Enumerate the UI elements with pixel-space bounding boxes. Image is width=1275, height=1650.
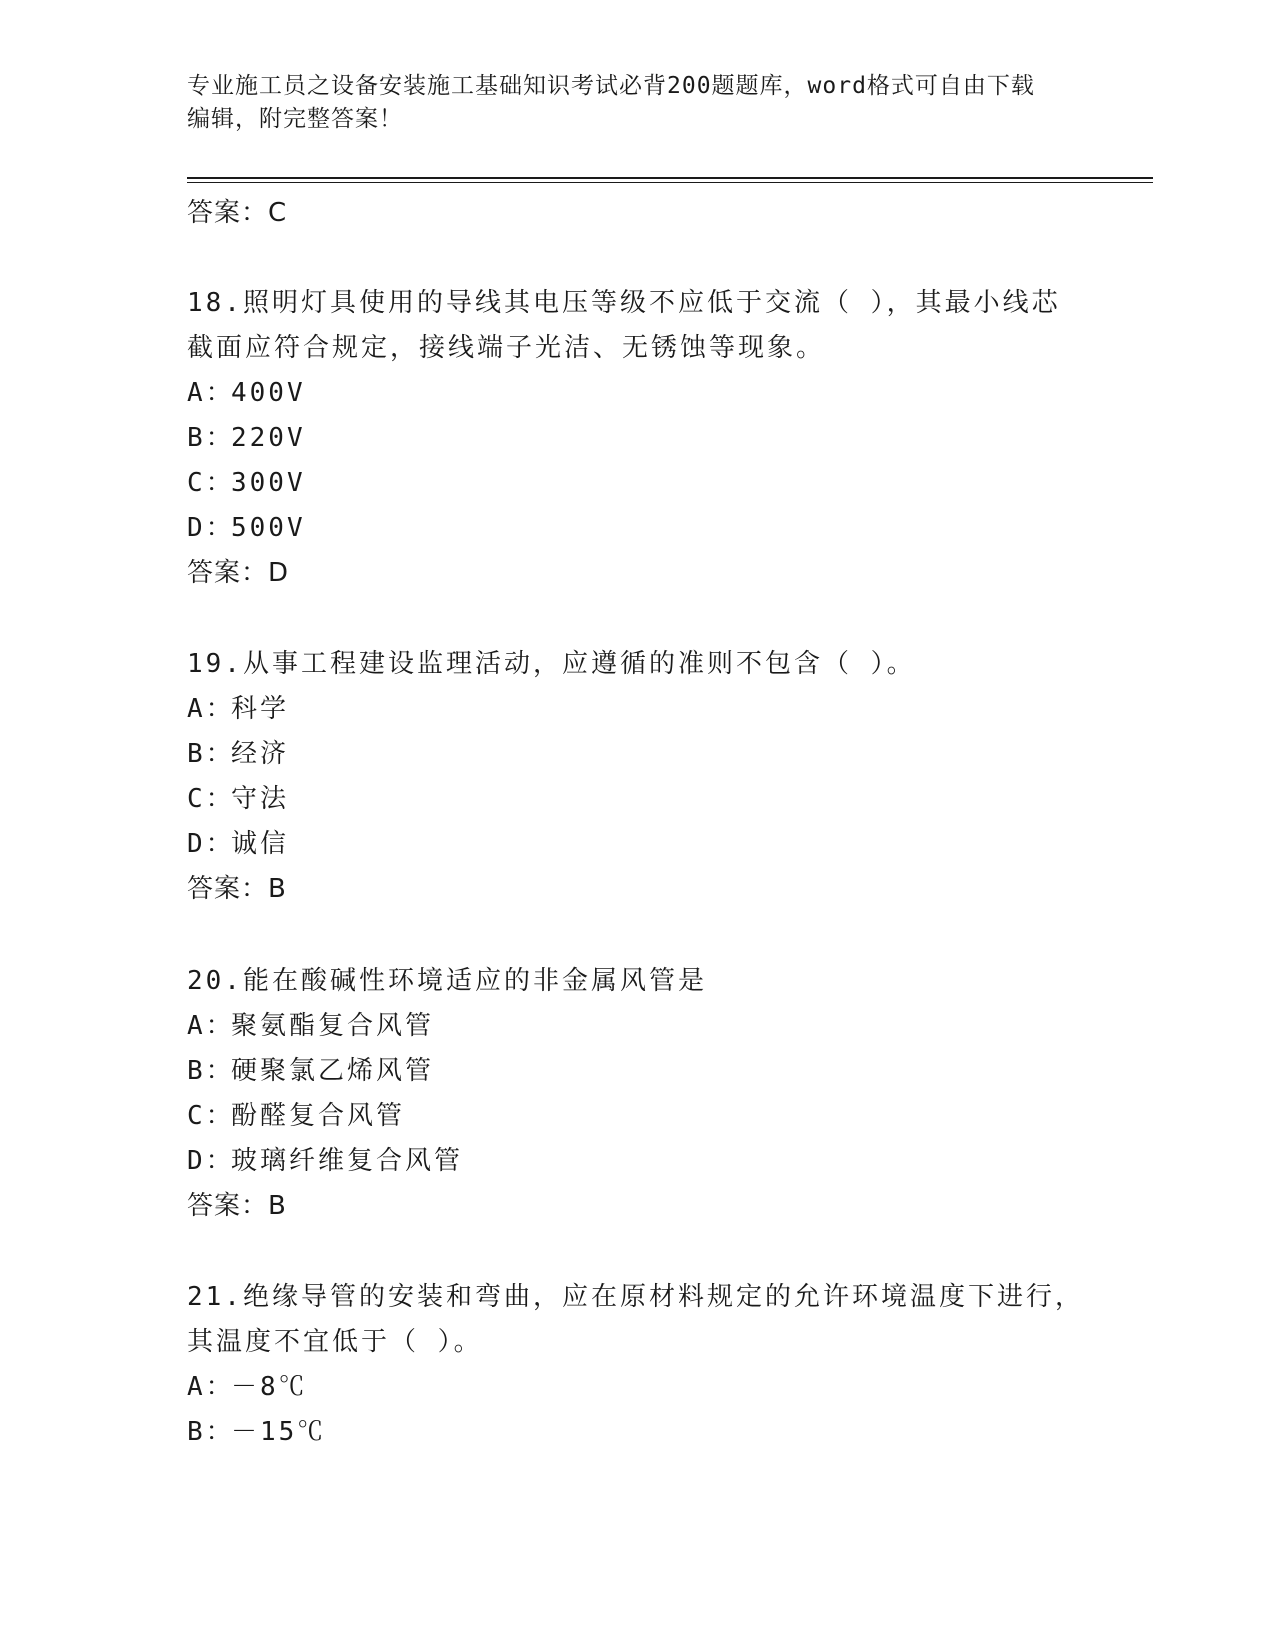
question-text-line-1: 19.从事工程建设监理活动，应遵循的准则不包含（ ）。 <box>187 649 916 679</box>
option-b <box>187 1050 434 1087</box>
option-text: 300V <box>231 468 306 498</box>
option-b <box>187 1411 326 1448</box>
answer: 答案：B <box>187 1191 287 1221</box>
option-text: 玻璃纤维复合风管 <box>231 1146 464 1176</box>
option-text: 守法 <box>231 784 290 814</box>
option-a <box>187 1366 308 1403</box>
question-text-line-2: 截面应符合规定，接线端子光洁、无锈蚀等现象。 <box>187 333 826 363</box>
option-text: 聚氨酯复合风管 <box>231 1011 435 1041</box>
option-text: 科学 <box>231 694 290 724</box>
question-text-line-1: 21.绝缘导管的安装和弯曲，应在原材料规定的允许环境温度下进行， <box>187 1282 1084 1312</box>
option-text: 经济 <box>231 739 290 769</box>
option-text: 诚信 <box>231 829 290 859</box>
question-content <box>187 0 1153 1650</box>
option-key: B： <box>187 423 235 453</box>
option-key: D： <box>187 1146 235 1176</box>
option-a <box>187 1005 434 1042</box>
option-key: B： <box>187 739 235 769</box>
previous-answer: 答案：C <box>187 198 288 228</box>
option-key: D： <box>187 513 235 543</box>
answer: 答案：D <box>187 558 290 588</box>
header-line-2: 编辑，附完整答案！ <box>187 106 403 132</box>
option-text: 硬聚氯乙烯风管 <box>231 1056 435 1086</box>
option-b <box>187 417 306 454</box>
option-text: －15℃ <box>231 1417 327 1447</box>
option-key: B： <box>187 1417 235 1447</box>
option-text: 220V <box>231 423 306 453</box>
answer: 答案：B <box>187 874 287 904</box>
option-key: C： <box>187 468 235 498</box>
question-text-line-1: 18.照明灯具使用的导线其电压等级不应低于交流（ ），其最小线芯 <box>187 288 1061 318</box>
option-c <box>187 778 289 815</box>
option-key: D： <box>187 829 235 859</box>
option-d <box>187 1140 463 1177</box>
option-key: C： <box>187 784 235 814</box>
option-key: A： <box>187 1011 235 1041</box>
option-a <box>187 688 289 725</box>
header-line-1: 专业施工员之设备安装施工基础知识考试必背200题题库，word格式可自由下载 <box>187 73 1035 99</box>
question-text-line-2: 其温度不宜低于（ ）。 <box>187 1327 483 1357</box>
option-key: B： <box>187 1056 235 1086</box>
option-text: 400V <box>231 378 306 408</box>
option-key: C： <box>187 1101 235 1131</box>
option-text: 500V <box>231 513 306 543</box>
option-d <box>187 507 306 544</box>
option-key: A： <box>187 378 235 408</box>
option-d <box>187 823 289 860</box>
option-text: 酚醛复合风管 <box>231 1101 406 1131</box>
option-text: －8℃ <box>231 1372 308 1402</box>
option-c <box>187 1095 405 1132</box>
option-a <box>187 372 306 409</box>
question-text-line-1: 20.能在酸碱性环境适应的非金属风管是 <box>187 966 707 996</box>
option-c <box>187 462 306 499</box>
option-b <box>187 733 289 770</box>
option-key: A： <box>187 694 235 724</box>
option-key: A： <box>187 1372 235 1402</box>
